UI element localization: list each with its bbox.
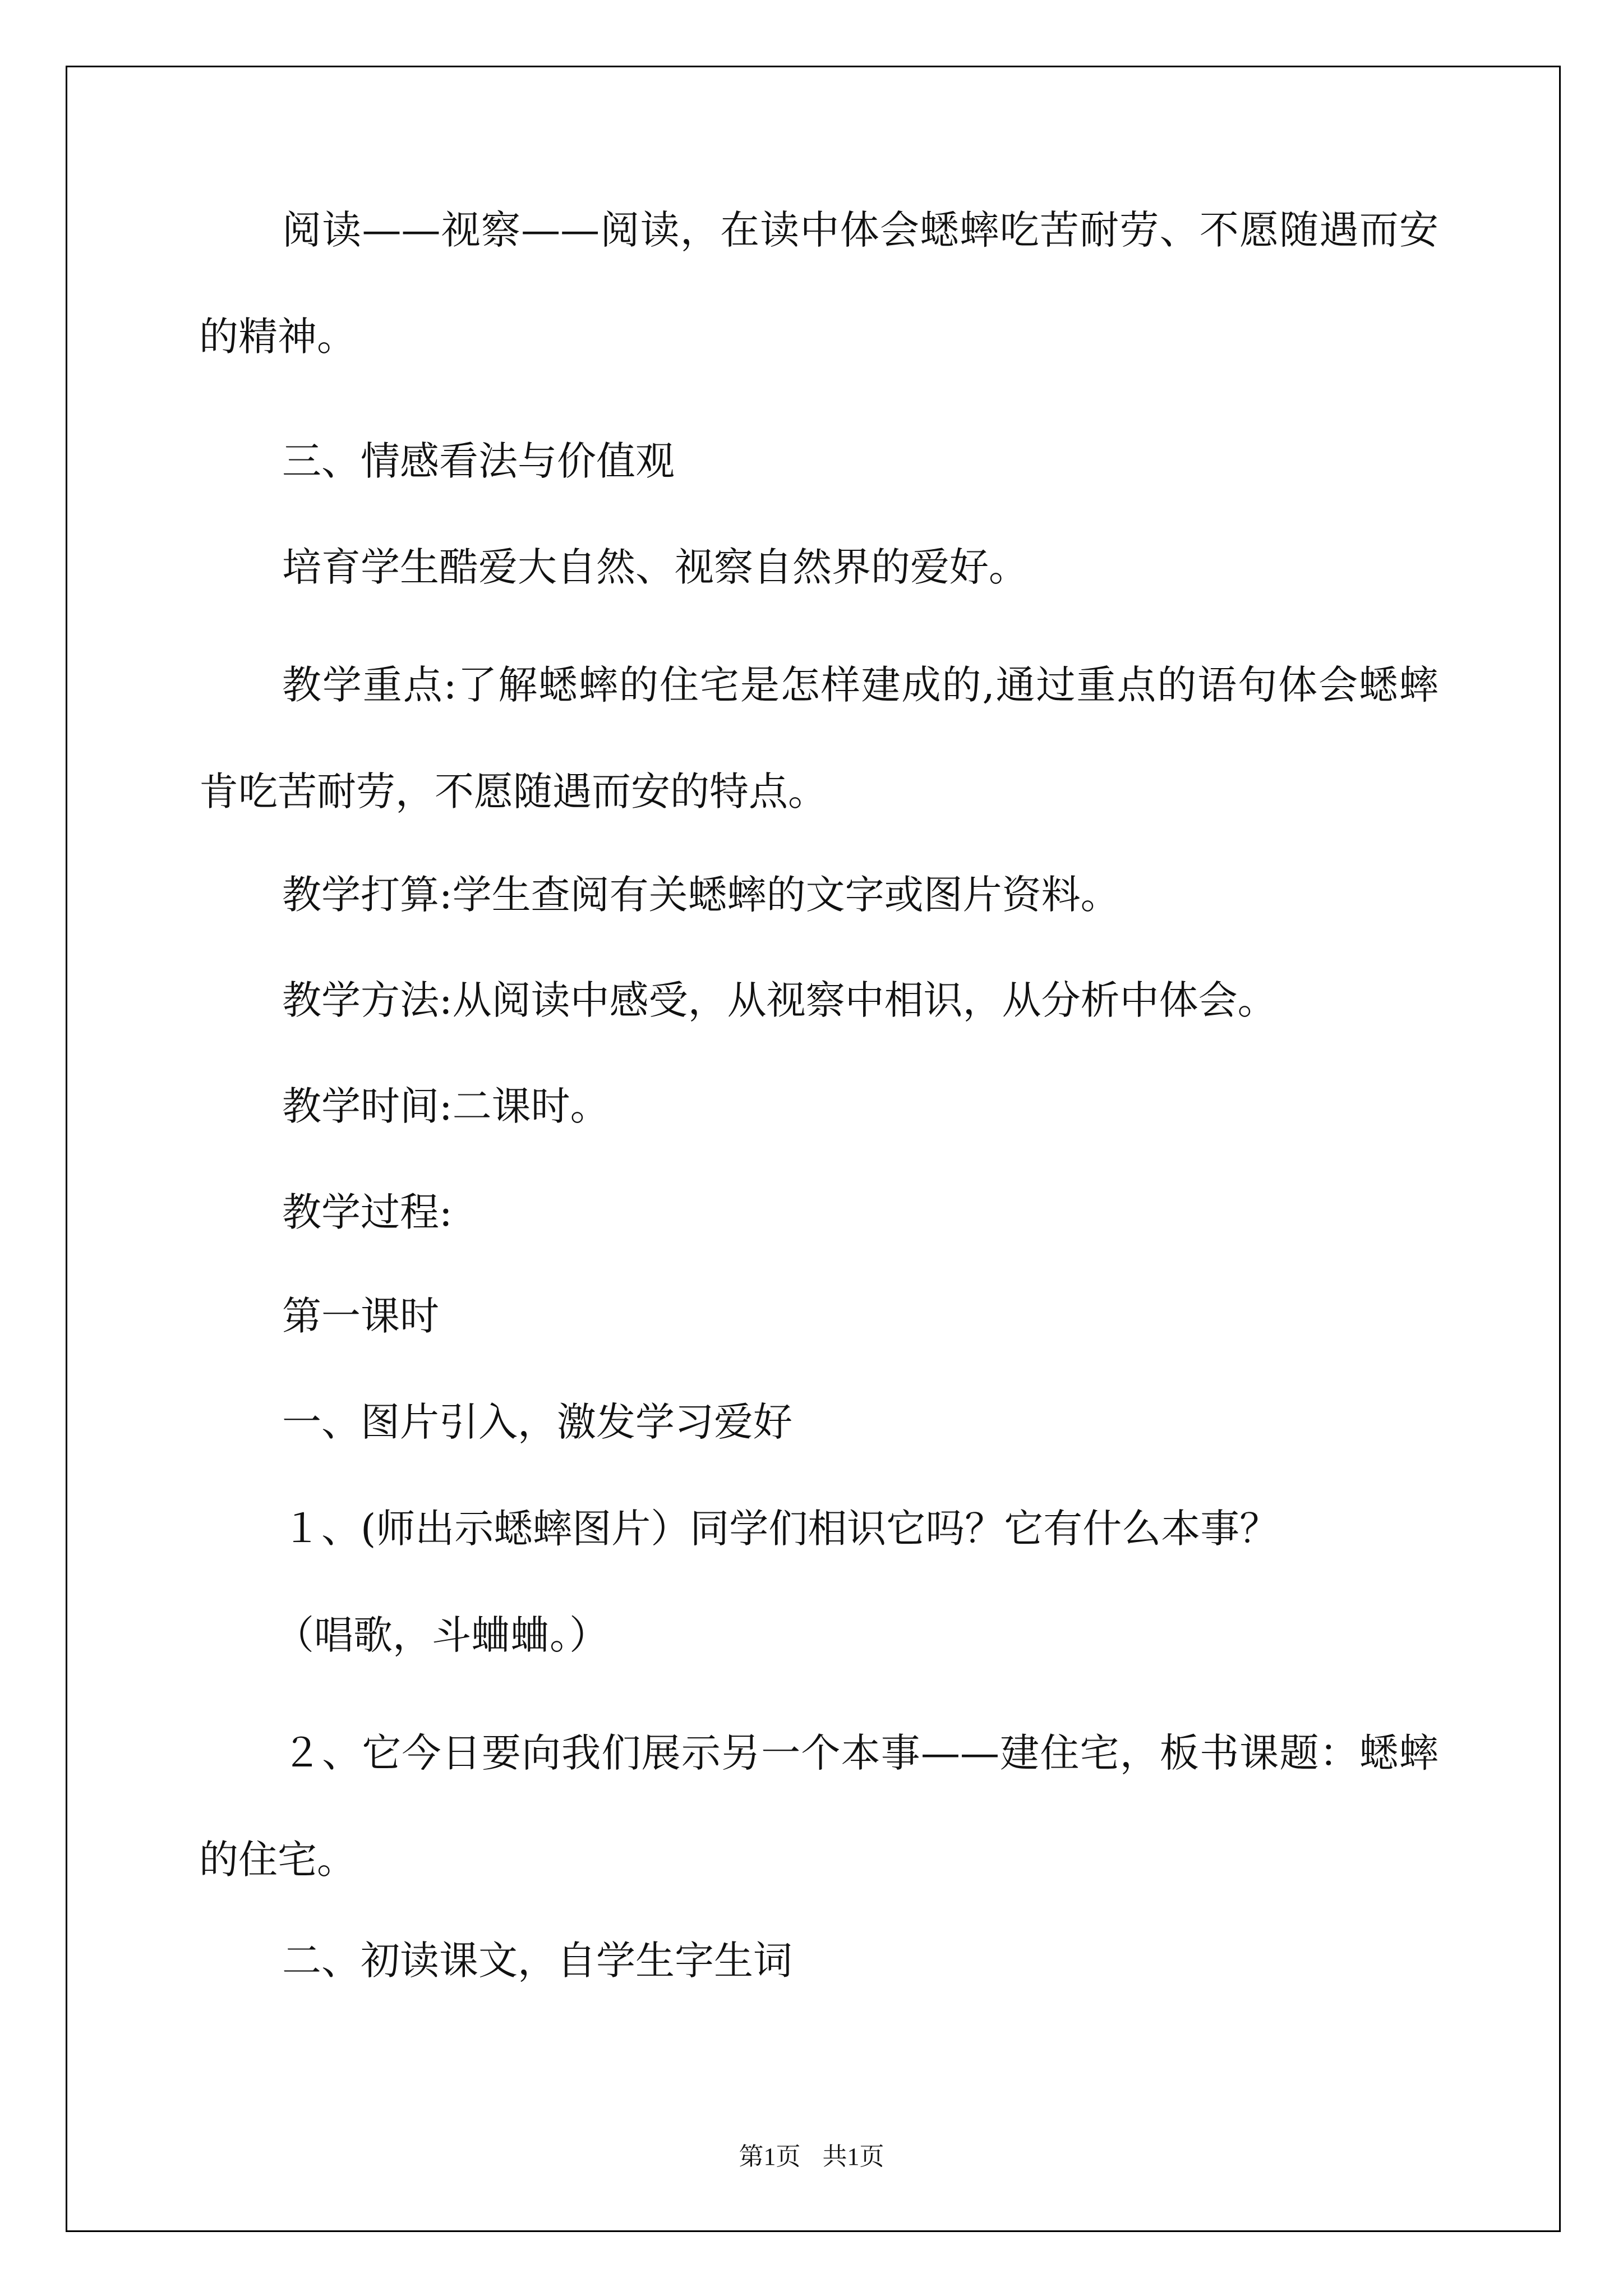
heading-emotion-values: 三、情感看法与价值观 (282, 438, 675, 484)
heading-first-reading: 二、初读课文，自学生字生词 (282, 1938, 792, 1984)
heading-image-intro: 一、图片引入，激发学习爱好 (282, 1399, 792, 1445)
paragraph-method: 教学方法:从阅读中感受，从视察中相识，从分析中体会。 (282, 977, 1277, 1023)
paragraph-time: 教学时间:二课时。 (282, 1083, 610, 1129)
paragraph-interest: 培育学生酷爱大自然、视察自然界的爱好。 (282, 544, 1028, 590)
paragraph-step-2: ２、它今日要向我们展示另一个本事——建住宅，板书课题：蟋蟀的住宅。 (199, 1730, 1438, 1883)
page-footer (0, 2136, 1623, 2172)
paragraph-key-points: 教学重点:了解蟋蟀的住宅是怎样建成的,通过重点的语句体会蟋蟀肯吃苦耐劳，不愿随遇而安的特点。 (199, 662, 1438, 815)
paragraph-reading-method: 阅读——视察——阅读，在读中体会蟋蟀吃苦耐劳、不愿随遇而安的精神。 (199, 207, 1438, 360)
page-total: 共1页 (822, 2143, 884, 2170)
page-current: 第1页 (739, 2143, 801, 2170)
paragraph-step-1: １、(师出示蟋蟀图片）同学们相识它吗？它有什么本事？ (282, 1506, 1279, 1552)
paragraph-answer: （唱歌，斗蛐蛐。） (275, 1612, 608, 1658)
heading-first-lesson: 第一课时 (282, 1293, 439, 1339)
paragraph-preparation: 教学打算:学生查阅有关蟋蟀的文字或图片资料。 (282, 872, 1120, 918)
paragraph-process: 教学过程: (282, 1189, 453, 1235)
